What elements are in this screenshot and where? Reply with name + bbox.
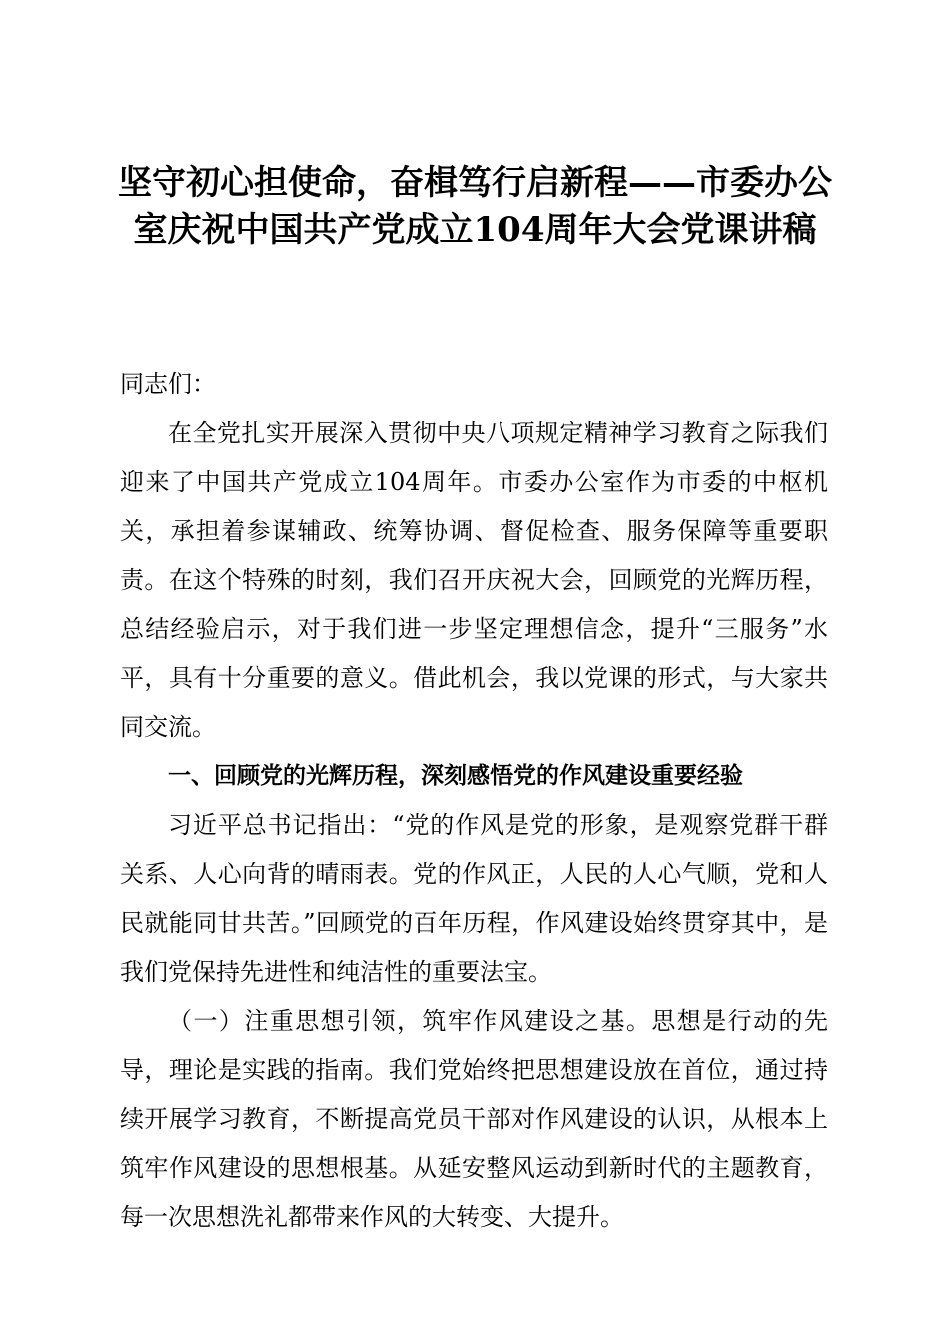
document-body	[120, 360, 828, 1242]
intro-paragraph: 在全党扎实开展深入贯彻中央八项规定精神学习教育之际我们迎来了中国共产党成立104周年。市委办公室作为市委的中枢机关，承担着参谋辅政、统筹协调、督促检查、服务保障等重要职责。在这个特殊的时刻，我们召开庆祝大会，回顾党的光辉历程，总结经验启示，对于我们进一步坚定理想信念，提升“三服务”水平，具有十分重要的意义。借此机会，我以党课的形式，与大家共同交流。	[120, 419, 828, 741]
section-heading: 一、回顾党的光辉历程，深刻感悟党的作风建设重要经验	[168, 763, 743, 789]
salutation: 同志们：	[120, 370, 216, 398]
section-paragraph-2: （一）注重思想引领，筑牢作风建设之基。思想是行动的先导，理论是实践的指南。我们党始终把思想建设放在首位，通过持续开展学习教育，不断提高党员干部对作风建设的认识，从根本上筑牢作风建设的思想根基。从延安整风运动到新时代的主题教育，每一次思想洗礼都带来作风的大转变、大提升。	[120, 1007, 828, 1231]
section-paragraph-1: 习近平总书记指出：“党的作风是党的形象，是观察党群干群关系、人心向背的晴雨表。党的作风正，人民的人心气顺，党和人民就能同甘共苦。”回顾党的百年历程，作风建设始终贯穿其中，是我们党保持先进性和纯洁性的重要法宝。	[120, 811, 828, 986]
document-title: 坚守初心担使命，奋楫笃行启新程——市委办公室庆祝中国共产党成立104周年大会党课讲稿	[118, 163, 832, 250]
